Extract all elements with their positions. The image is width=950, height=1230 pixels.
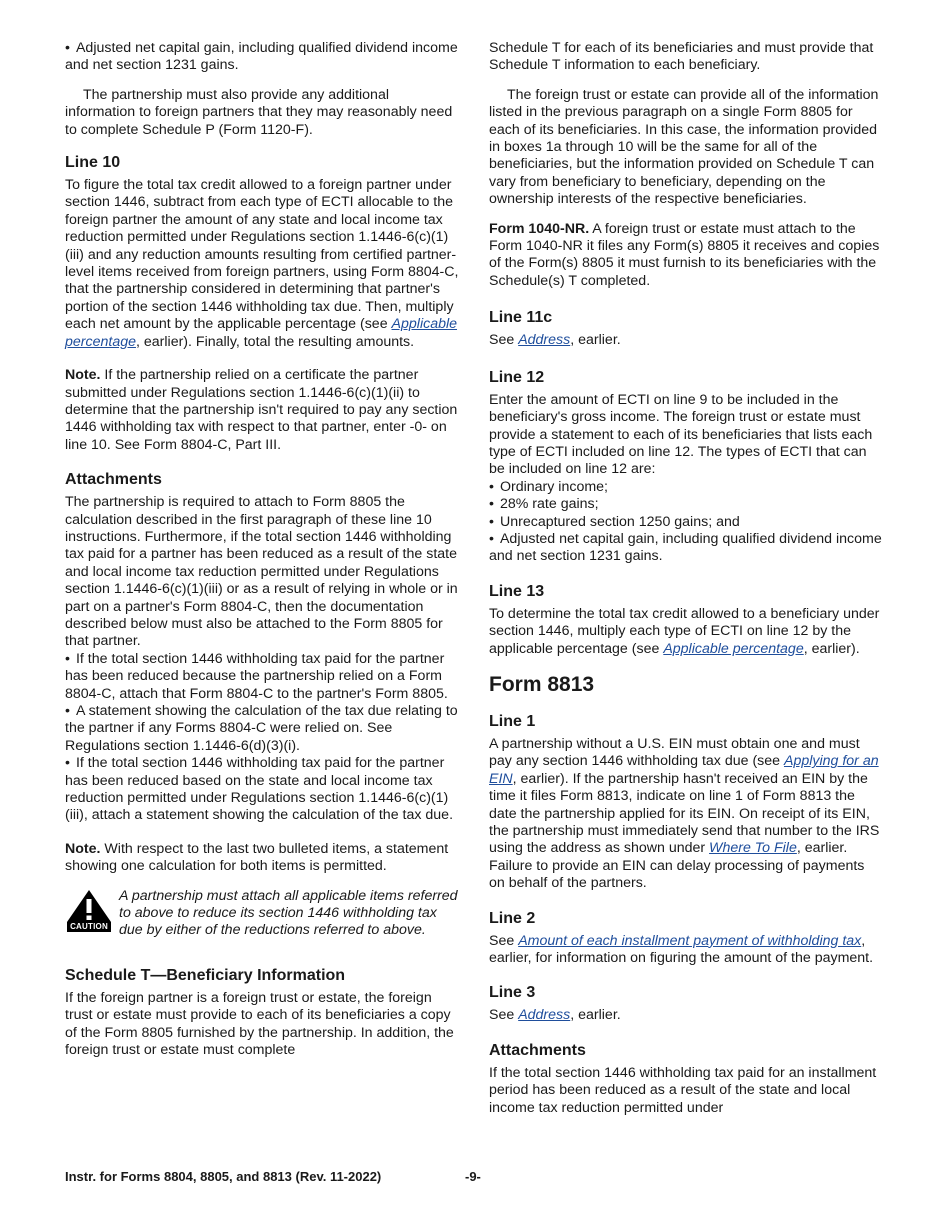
attachments-heading: Attachments xyxy=(65,471,162,489)
caution-icon xyxy=(65,888,113,934)
line13-paragraph: To determine the total tax credit allowed to a beneficiary under section 1446, multiply each type of ECTI on line 12 by the applicable percentage (see Applicable percentage, earlier). xyxy=(489,605,880,657)
page-footer xyxy=(65,1168,885,1185)
note-paragraph: Note. With respect to the last two bulleted items, a statement showing one calculation for both items is permitted. xyxy=(65,840,449,875)
note-paragraph: Note. If the partnership relied on a certificate the partner submitted under Regulations section 1.1446-6(c)(1)(ii) to determine that the partnership isn't required to pay any section 1446 withholding tax with respect to that partner, enter -0- on line 10. See Form 8804-C, Part III. xyxy=(65,367,458,453)
address-link[interactable]: Address xyxy=(518,1007,571,1024)
list-item: • Adjusted net capital gain, including qualified dividend income and net section 1231 gains. xyxy=(489,531,884,566)
line12-paragraph: Enter the amount of ECTI on line 9 to be included in the beneficiary's gross income. The foreign trust or estate must provide a statement to each of its beneficiaries that lists each type of ECTI included on line 12. The types of ECTI that can be included on line 12 are: xyxy=(489,391,873,478)
caution-text: A partnership must attach all applicable items referred to above to reduce its section 1446 withholding tax due by either of the reductions referred to above. xyxy=(119,887,458,939)
list-item: • 28% rate gains; xyxy=(489,496,884,513)
line12-bullet-list xyxy=(489,479,884,566)
right-column xyxy=(489,40,884,1129)
applicable-percentage-link[interactable]: Applicable percentage xyxy=(65,316,458,350)
line3-paragraph: See Address, earlier. xyxy=(489,1007,621,1024)
line12-heading: Line 12 xyxy=(489,368,545,386)
attachments-paragraph: The partnership is required to attach to Form 8805 the calculation described in the first paragraph of these line 10 instructions. Furthermore, if the total section 1446 withholding tax paid for a partner has been reduced as a result of the state and local income tax reduction permitted under Regulations section 1.1446-6(c)(1)(iii) or as a result of relying in whole or in part on a partner's Form 8804-C, then the documentation described below must also be attached to the Form 8805 for that partner. xyxy=(65,494,458,650)
line11c-heading: Line 11c xyxy=(489,309,553,327)
paragraph: The foreign trust or estate can provide all of the information listed in the previous paragraph on a single Form 8805 for each of its beneficiaries. In this case, the information provided in boxes 1a through 10 will be the same for all of the beneficiaries, but the information provided on Schedule T can vary from beneficiary to beneficiary, depending on the ownership interests of the respective beneficiaries. xyxy=(489,86,879,208)
left-column xyxy=(65,40,460,1072)
list-item: • If the total section 1446 withholding tax paid for the partner has been reduced because the partnership relied on a Form 8804-C, attach that Form 8804-C to the partner's Form 8805. xyxy=(65,651,460,703)
caution-box xyxy=(65,888,460,940)
attachments-paragraph: If the total section 1446 withholding tax paid for an installment period has been reduced as a result of the state and local income tax reduction permitted under xyxy=(489,1064,877,1116)
line13-heading: Line 13 xyxy=(489,582,545,600)
line1-paragraph: A partnership without a U.S. EIN must obtain one and must pay any section 1446 withholding tax due (see Applying for an EIN, earlier). If the partnership hasn't received an EIN by the time it files Form 8813, indicate on line 1 of Form 8813 the date the partnership applied for its EIN. On receipt of its EIN, the partnership must immediately send that number to the IRS using the address as shown under Where To File, earlier. Failure to provide an EIN can delay processing of payments on behalf of the partners. xyxy=(489,735,880,892)
paragraph: Schedule T for each of its beneficiaries and must provide that Schedule T information to each beneficiary. xyxy=(489,40,874,74)
form-8813-heading: Form 8813 xyxy=(489,672,595,696)
installment-payment-link[interactable]: Amount of each installment payment of withholding tax xyxy=(518,932,862,949)
form-1040nr-paragraph: Form 1040-NR. A foreign trust or estate must attach to the Form 1040-NR it files any Form(s) 8805 it receives and copies of the Form(s) 8805 it must furnish to its beneficiaries with the Schedule(s) T completed. xyxy=(489,220,880,289)
line2-heading: Line 2 xyxy=(489,909,536,927)
attachments-heading: Attachments xyxy=(489,1041,586,1059)
schedule-t-paragraph: If the foreign partner is a foreign trust or estate, the foreign trust or estate must provide to each of its beneficiaries a copy of the Form 8805 furnished by the partnership. In addition, the foreign trust or estate must complete xyxy=(65,989,454,1059)
line10-heading: Line 10 xyxy=(65,154,121,172)
list-item: • If the total section 1446 withholding tax paid for the partner has been reduced based on the state and local income tax reduction permitted under Regulations section 1.1446-6(c)(1)(iii), attach a statement showing the calculation of the tax due. xyxy=(65,755,460,825)
line1-heading: Line 1 xyxy=(489,712,536,730)
bullet-list xyxy=(65,40,460,75)
where-to-file-link[interactable]: Where To File xyxy=(709,840,797,857)
list-item: • A statement showing the calculation of the tax due relating to the partner if any Forms 8804-C were relied on. See Regulations section 1.1446-6(d)(3)(i). xyxy=(65,703,460,755)
list-item: • Ordinary income; xyxy=(489,479,884,496)
footer-title: Instr. for Forms 8804, 8805, and 8813 (Rev. 11-2022) xyxy=(65,1169,382,1184)
list-item: • Unrecaptured section 1250 gains; and xyxy=(489,514,884,531)
applying-for-ein-link[interactable]: Applying for an EIN xyxy=(489,753,879,787)
attachments-bullet-list xyxy=(65,651,460,825)
line11c-paragraph: See Address, earlier. xyxy=(489,332,621,349)
caution-label: CAUTION xyxy=(67,922,111,932)
schedule-t-heading: Schedule T—Beneficiary Information xyxy=(65,966,346,984)
line2-paragraph: See Amount of each installment payment of withholding tax, earlier, for information on figuring the amount of the payment. xyxy=(489,932,874,967)
list-item: • Adjusted net capital gain, including qualified dividend income and net section 1231 gains. xyxy=(65,40,460,75)
paragraph: The partnership must also provide any additional information to foreign partners that they may reasonably need to complete Schedule P (Form 1120-F). xyxy=(65,86,453,138)
line10-paragraph: To figure the total tax credit allowed to a foreign partner under section 1446, subtract from each type of ECTI allocable to the foreign partner the amount of any state and local income tax reduction permitted under Regulations section 1.1446-6(c)(1)(iii) and any reduction amounts resulting from certified partner-level items received from foreign partners, using Form 8804-C, that the partnership considered in determining that partner's portion of the section 1446 withholding tax due. Then, multiply each net amount by the applicable percentage (see Applicable percentage, earlier). Finally, total the resulting amounts. xyxy=(65,177,459,350)
line3-heading: Line 3 xyxy=(489,984,536,1002)
address-link[interactable]: Address xyxy=(518,332,571,349)
page-number: -9- xyxy=(465,1169,481,1184)
applicable-percentage-link[interactable]: Applicable percentage xyxy=(663,640,804,657)
